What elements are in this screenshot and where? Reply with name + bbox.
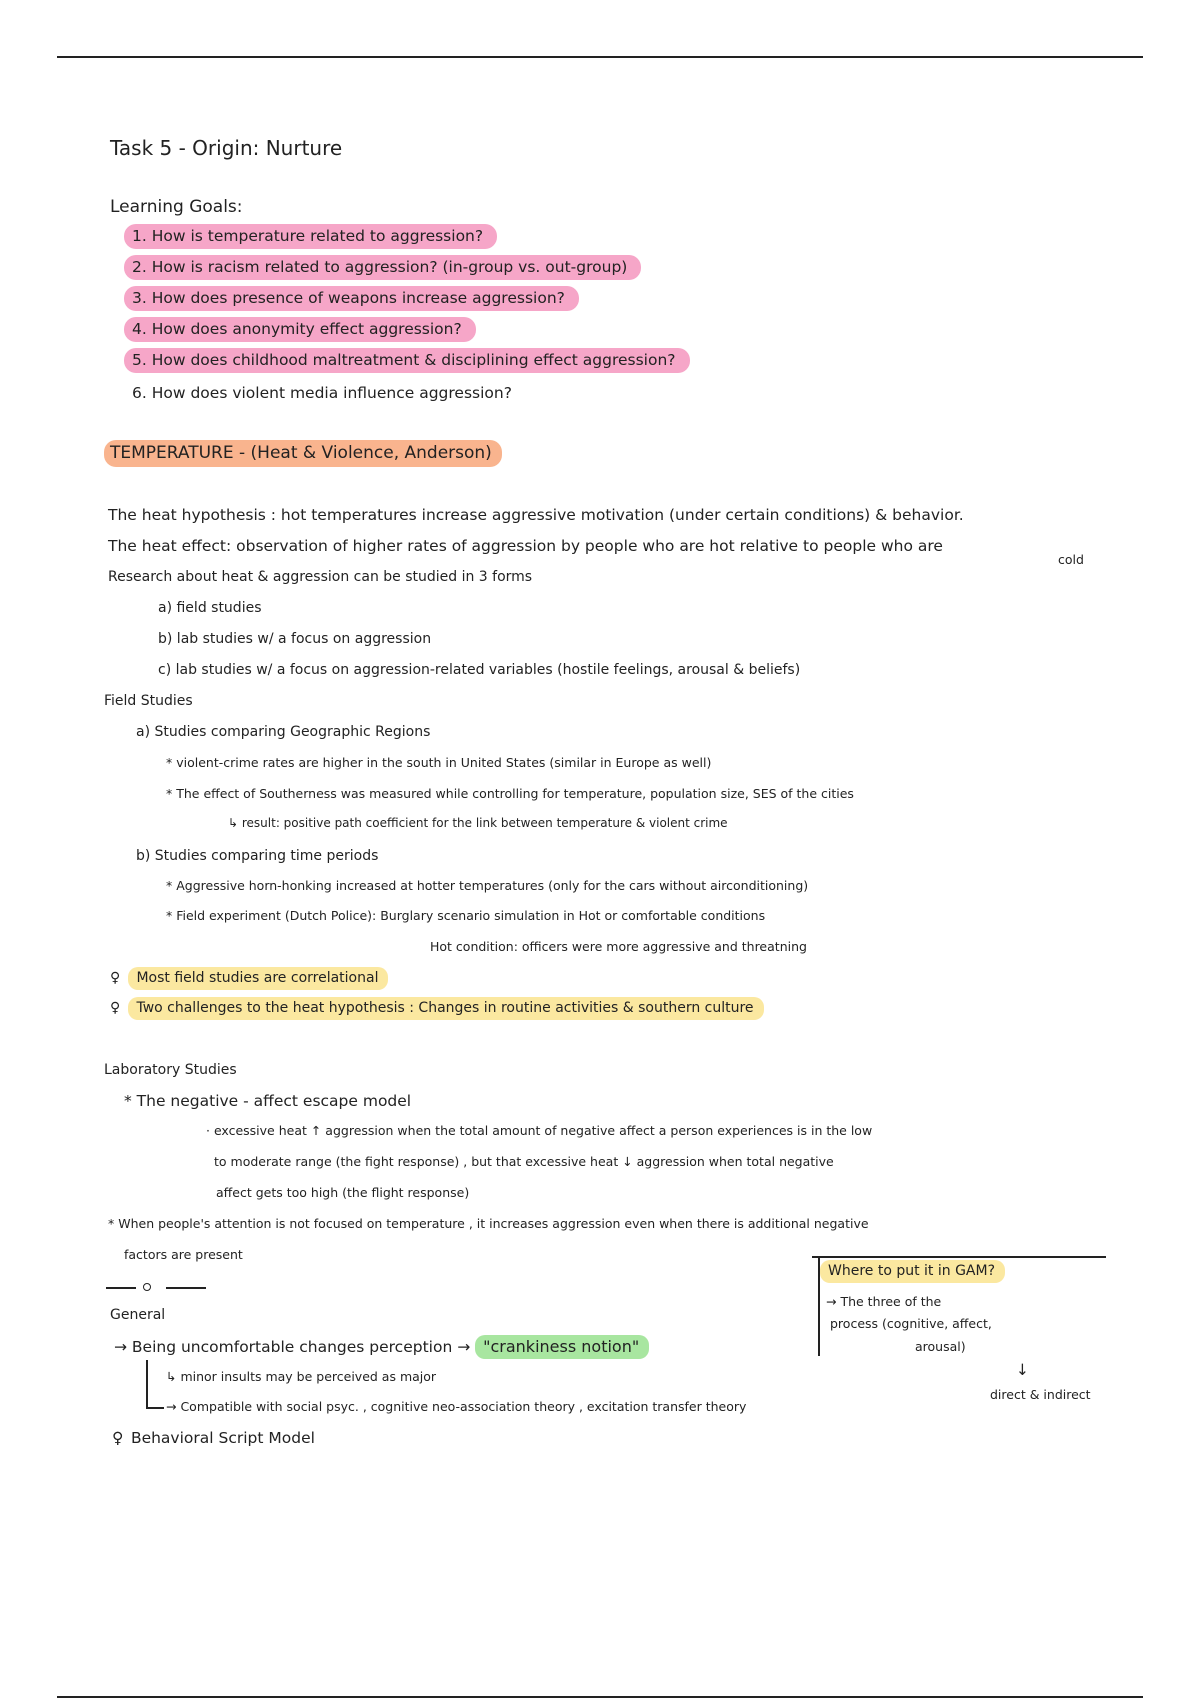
field-b-2-cont: Hot condition: officers were more aggressive and threatning xyxy=(430,939,807,954)
note-2-label: Two challenges to the heat hypothesis : Changes in routine activities & southern culture xyxy=(128,997,763,1020)
note-1-label: Most field studies are correlational xyxy=(128,967,388,990)
sub-2-text: Compatible with social psyc. , cognitive neo-association theory , excitation transfer theory xyxy=(180,1399,747,1414)
field-b-2: * Field experiment (Dutch Police): Burglary scenario simulation in Hot or comfortable conditions xyxy=(166,908,766,923)
temperature-heading-label: TEMPERATURE - (Heat & Violence, Anderson) xyxy=(104,440,502,467)
goal-item xyxy=(124,229,497,245)
lab-model-3: affect gets too high (the flight response) xyxy=(216,1185,470,1200)
lab-model: * The negative - affect escape model xyxy=(124,1092,412,1110)
heat-hypothesis: The heat hypothesis : hot temperatures increase aggressive motivation (under certain conditions) & behavior. xyxy=(108,506,964,524)
goal-label: 3. How does presence of weapons increase aggression? xyxy=(124,286,579,311)
lab-attention-2: factors are present xyxy=(124,1247,243,1262)
general-sub-2: → Compatible with social psyc. , cognitive neo-association theory , excitation transfer theory xyxy=(166,1399,747,1414)
heat-effect: The heat effect: observation of higher rates of aggression by people who are hot relative to people who are xyxy=(108,537,943,555)
gam-box-heading xyxy=(820,1264,1005,1278)
gam-arrow: ↓ xyxy=(1016,1361,1029,1379)
field-b-1: * Aggressive horn-honking increased at hotter temperatures (only for the cars without airconditioning) xyxy=(166,878,809,893)
goal-label: 5. How does childhood maltreatment & disciplining effect aggression? xyxy=(124,348,690,373)
goal-label: 1. How is temperature related to aggression? xyxy=(124,224,497,249)
goal-item xyxy=(132,386,512,402)
form-b: b) lab studies w/ a focus on aggression xyxy=(158,631,432,647)
gam-line-1: → The three of the xyxy=(826,1294,942,1309)
result-text: result: positive path coefficient for the link between temperature & violent crime xyxy=(241,816,728,830)
lab-heading: Laboratory Studies xyxy=(104,1062,237,1078)
research-forms: Research about heat & aggression can be studied in 3 forms xyxy=(108,569,533,585)
field-note-1 xyxy=(110,971,388,985)
field-heading: Field Studies xyxy=(104,693,193,709)
lab-model-1: · excessive heat ↑ aggression when the total amount of negative affect a person experiences is in the low xyxy=(206,1123,873,1138)
gam-line-2: process (cognitive, affect, xyxy=(830,1316,992,1331)
gam-box-top xyxy=(812,1256,1106,1258)
gam-line-3: arousal) xyxy=(915,1339,966,1354)
lightbulb-icon: ♀ xyxy=(110,970,121,986)
field-a-1: * violent-crime rates are higher in the south in United States (similar in Europe as well) xyxy=(166,755,712,770)
general-sub-1: ↳ minor insults may be perceived as major xyxy=(166,1369,437,1384)
heat-effect-cont: cold xyxy=(1058,552,1084,567)
field-a-2-result: ↳ result: positive path coefficient for the link between temperature & violent crime xyxy=(228,816,728,830)
model-label: Behavioral Script Model xyxy=(130,1429,315,1447)
crankiness-notion: "crankiness notion" xyxy=(475,1335,649,1359)
separator-dot xyxy=(143,1283,151,1291)
general-heading: General xyxy=(110,1307,166,1323)
general-line-1 xyxy=(114,1339,649,1356)
lightbulb-icon: ♀ xyxy=(112,1429,124,1447)
goal-label: 2. How is racism related to aggression? (in-group vs. out-group) xyxy=(124,255,641,280)
gam-heading-label: Where to put it in GAM? xyxy=(820,1260,1005,1283)
gam-line-4: direct & indirect xyxy=(990,1387,1091,1402)
behavioral-script-model xyxy=(112,1431,315,1447)
goals-heading: Learning Goals: xyxy=(110,197,243,217)
field-note-2 xyxy=(110,1001,764,1015)
goal-item xyxy=(124,322,476,338)
lab-attention-1: * When people's attention is not focused on temperature , it increases aggression even when there is additional negative xyxy=(108,1216,869,1231)
bottom-rule xyxy=(57,1696,1143,1698)
separator-right xyxy=(166,1287,206,1289)
general-line-1-text: → Being uncomfortable changes perception → xyxy=(114,1338,471,1356)
form-c: c) lab studies w/ a focus on aggression-related variables (hostile feelings, arousal & beliefs) xyxy=(158,662,801,678)
goal-item xyxy=(124,353,690,369)
lightbulb-icon: ♀ xyxy=(110,1000,121,1016)
sub-1-text: minor insults may be perceived as major xyxy=(180,1369,437,1384)
tree-bracket xyxy=(146,1360,148,1408)
form-a: a) field studies xyxy=(158,600,262,616)
goal-item xyxy=(124,291,579,307)
goal-label: 4. How does anonymity effect aggression? xyxy=(124,317,476,342)
field-b-heading: b) Studies comparing time periods xyxy=(136,848,379,864)
tree-branch xyxy=(146,1407,164,1409)
field-a-heading: a) Studies comparing Geographic Regions xyxy=(136,724,431,740)
lab-model-2: to moderate range (the fight response) , but that excessive heat ↓ aggression when total negative xyxy=(214,1154,834,1169)
top-rule xyxy=(57,56,1143,58)
goal-label: 6. How does violent media influence aggression? xyxy=(132,384,512,402)
separator-left xyxy=(106,1287,136,1289)
temperature-heading xyxy=(104,445,502,462)
page-title: Task 5 - Origin: Nurture xyxy=(110,136,343,160)
field-a-2: * The effect of Southerness was measured while controlling for temperature, population size, SES of the cities xyxy=(166,786,854,801)
goal-item xyxy=(124,260,641,276)
